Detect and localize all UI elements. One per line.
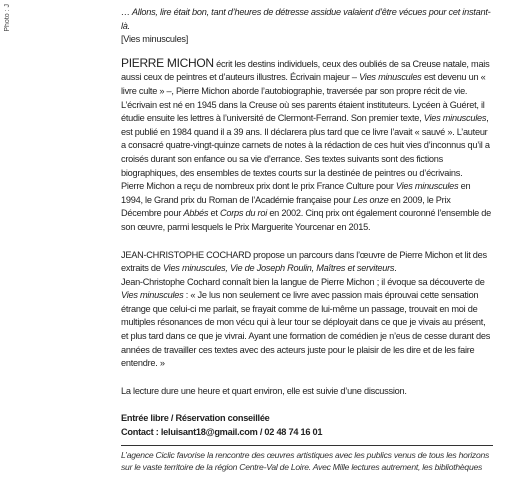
michon-paragraph-1: PIERRE MICHON écrit les destins individuels, ceux des oubliés de sa Creuse natale, mais aussi ceux de peintres et d’auteurs illustres. Écrivain majeur – Vies minuscules est devenu un « livre culte » –, Pierre Michon aborde l’autobiographie, traversée par son propre récit de vie.: [121, 55, 490, 96]
intro-quote: [121, 6, 493, 33]
book-title: Vies minuscules: [359, 72, 422, 83]
author-name: PIERRE MICHON: [121, 55, 214, 70]
photo-credit: Photo : J: [4, 4, 11, 32]
duration-note: La lecture dure une heure et quart environ, elle est suivie d’une discussion.: [121, 385, 407, 396]
cochard-paragraph-1: JEAN-CHRISTOPHE COCHARD propose un parcours dans l’œuvre de Pierre Michon et lit des extraits de Vies minuscules, Vie de Joseph Roulin, Maîtres et serviteurs.: [121, 249, 487, 274]
book-title: Vies minuscules: [395, 181, 459, 192]
book-title: Vies minuscules: [423, 113, 487, 124]
book-title: Corps du roi: [219, 208, 268, 219]
document-body: [121, 6, 493, 474]
book-title: Les onze: [353, 194, 389, 205]
intro-quote-source: [Vies minuscules]: [121, 34, 189, 45]
book-title: Vies minuscules: [121, 290, 184, 301]
footer-note: L’agence Ciclic favorise la rencontre des œuvres artistiques avec les publics venus de tous les horizons sur le vaste territoire de la région Centre-Val de Loire. Avec Mille lectures autrement, les bibliothèques: [121, 449, 490, 473]
michon-paragraph-2: L’écrivain est né en 1945 dans la Creuse où ses parents étaient instituteurs. Lycéen à Guéret, il étudie ensuite les lettres à l’université de Clermont-Ferrand. Son premier texte, Vies minuscules, est publié en 1984 quand il a 39 ans. Il déclarera plus tard que ce livre l’avait « sauvé ». L’auteur a consacré quatre-vingt-quinze carnets de notes à la rédaction de ces huit vies d’inconnus qu’il a croisés durant son enfance ou sa vie d’errance. Ses textes suivants sont des fictions biographiques, des ensembles de textes courts sur la destinée de peintres ou d’écrivains.: [121, 99, 490, 178]
email-link[interactable]: leluisant18@gmail.com: [160, 427, 258, 438]
reader-name: JEAN-CHRISTOPHE COCHARD: [121, 249, 251, 260]
book-titles: Vies minuscules, Vie de Joseph Roulin, Maîtres et serviteurs: [162, 263, 395, 274]
entry-info: Entrée libre / Réservation conseillée: [121, 413, 270, 424]
footer-divider: [121, 445, 493, 446]
michon-paragraph-3: Pierre Michon a reçu de nombreux prix dont le prix France Culture pour Vies minuscules en 1994, le Grand prix du Roman de l’Académie française pour Les onze en 2009, le Prix Décembre pour Abbés et Corps du roi en 2002. Cinq prix ont également couronné l’ensemble de son œuvre, parmi lesquels le Prix Marguerite Yourcenar en 2015.: [121, 181, 492, 232]
book-title: Abbés: [183, 208, 209, 219]
phone-number: / 02 48 74 16 01: [257, 427, 323, 438]
contact-info: Contact : leluisant18@gmail.com / 02 48 74 16 01: [121, 427, 323, 438]
cochard-paragraph-2: Jean-Christophe Cochard connaît bien la langue de Pierre Michon ; il évoque sa découverte de Vies minuscules : « Je lus non seulement ce livre avec passion mais éprouvai cette sensation étrange que celui-ci me parlait, se frayait comme de lui-même un passage, trouvait en moi de multiples résonances de mon vécu qui à leur tour se déployait dans ce que je vivais au présent, et plus tard dans ce que je vivrai. Ayant une formation de comédien je n’eus de cesse durant des années de travailler ces textes avec des acteurs juste pour le plaisir de les dire et de les faire entendre. »: [121, 276, 491, 369]
intro-quote-text: … Allons, lire était bon, tant d’heures de détresse assidue valaient d’être vécues pour cet instant-là.: [121, 7, 491, 31]
